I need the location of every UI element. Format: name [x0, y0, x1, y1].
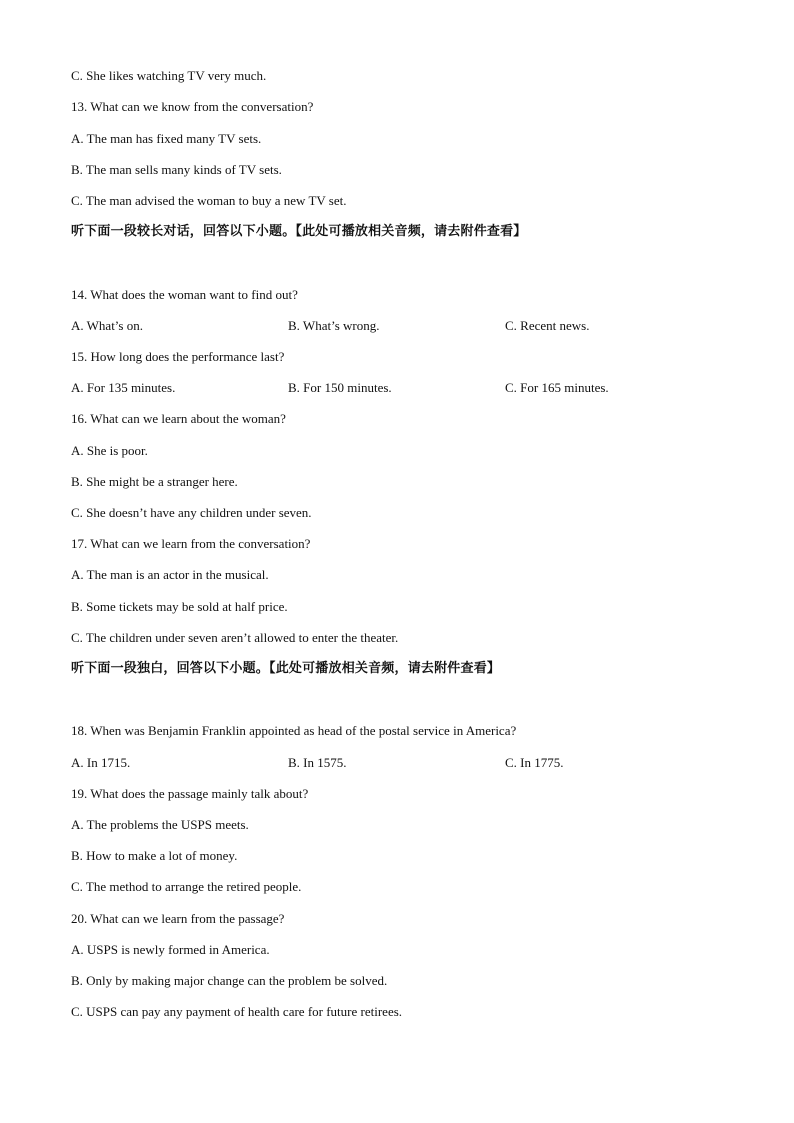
q13-option-c: C. The man advised the woman to buy a new TV set.	[71, 193, 347, 208]
q20-option-c: C. USPS can pay any payment of health care for future retirees.	[71, 1004, 403, 1019]
q13-question: 13. What can we know from the conversation?	[71, 99, 314, 114]
q13-option-a: A. The man has fixed many TV sets.	[71, 131, 262, 146]
q18-option-b: B. In 1575.	[288, 755, 347, 770]
q14-option-b: B. What’s wrong.	[288, 318, 380, 333]
q19-option-c: C. The method to arrange the retired people.	[71, 879, 302, 894]
q12-option-c: C. She likes watching TV very much.	[71, 68, 267, 83]
q17-option-b: B. Some tickets may be sold at half price.	[71, 599, 288, 614]
q16-question: 16. What can we learn about the woman?	[71, 411, 286, 426]
q14-option-c: C. Recent news.	[505, 318, 590, 333]
q14-question: 14. What does the woman want to find out?	[71, 287, 298, 302]
q18-option-c: C. In 1775.	[505, 755, 564, 770]
q16-option-b: B. She might be a stranger here.	[71, 474, 238, 489]
q14-option-a: A. What’s on.	[71, 318, 143, 333]
q13-option-b: B. The man sells many kinds of TV sets.	[71, 162, 282, 177]
q20-question: 20. What can we learn from the passage?	[71, 911, 285, 926]
q18-options	[71, 755, 721, 771]
q18-option-a: A. In 1715.	[71, 755, 131, 770]
q15-question: 15. How long does the performance last?	[71, 349, 285, 364]
q15-option-b: B. For 150 minutes.	[288, 380, 392, 395]
q20-option-b: B. Only by making major change can the problem be solved.	[71, 973, 388, 988]
q16-option-c: C. She doesn’t have any children under seven.	[71, 505, 312, 520]
section-instruction-dialogue: 听下面一段较长对话，回答以下小题。【此处可播放相关音频，请去附件查看】	[71, 224, 527, 239]
q17-question: 17. What can we learn from the conversation?	[71, 536, 311, 551]
q19-option-b: B. How to make a lot of money.	[71, 848, 238, 863]
q15-options	[71, 380, 721, 396]
q19-question: 19. What does the passage mainly talk about?	[71, 786, 309, 801]
q15-option-c: C. For 165 minutes.	[505, 380, 609, 395]
q15-option-a: A. For 135 minutes.	[71, 380, 176, 395]
section-instruction-monologue: 听下面一段独白，回答以下小题。【此处可播放相关音频，请去附件查看】	[71, 661, 501, 676]
q14-options	[71, 318, 721, 334]
q20-option-a: A. USPS is newly formed in America.	[71, 942, 270, 957]
q16-option-a: A. She is poor.	[71, 443, 148, 458]
q17-option-c: C. The children under seven aren’t allowed to enter the theater.	[71, 630, 399, 645]
q19-option-a: A. The problems the USPS meets.	[71, 817, 249, 832]
q18-question: 18. When was Benjamin Franklin appointed as head of the postal service in America?	[71, 723, 517, 738]
q17-option-a: A. The man is an actor in the musical.	[71, 567, 269, 582]
